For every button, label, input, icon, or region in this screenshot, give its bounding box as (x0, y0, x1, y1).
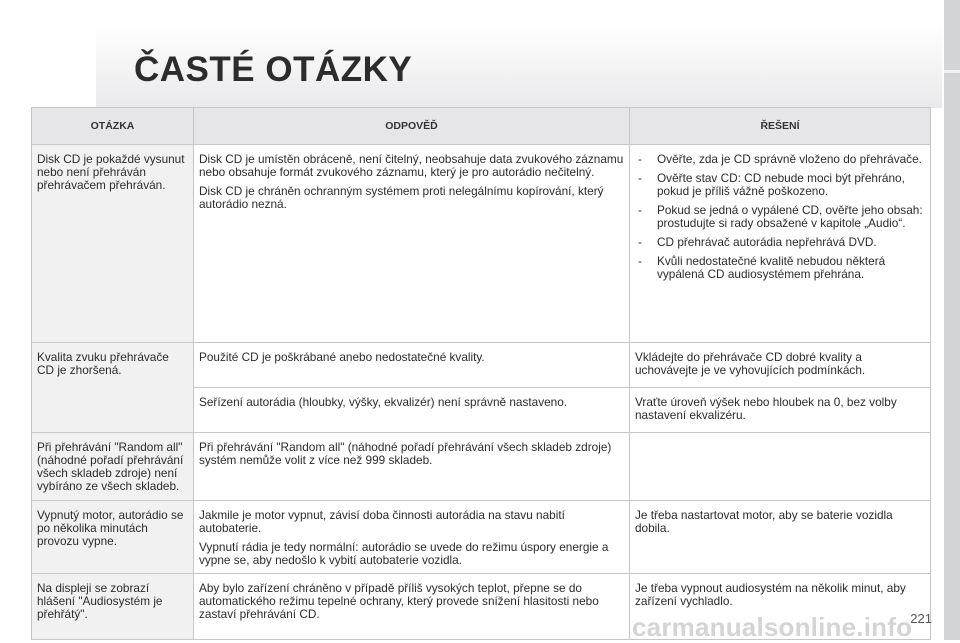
table-row (32, 343, 931, 388)
solution-item: - CD přehrávač autorádia nepřehrává DVD. (635, 236, 925, 249)
side-tab-notch (944, 70, 960, 73)
page-number: 221 (910, 611, 932, 626)
answer-text: Disk CD je chráněn ochranným systémem proti nelegálnímu kopírování, který autorádio nezná. (199, 184, 604, 211)
table-header-row (32, 108, 931, 145)
side-tab-bar (944, 0, 960, 640)
answer-cell: Seřízení autorádia (hloubky, výšky, ekvalizér) není správně nastaveno. (194, 388, 630, 433)
header-solution: ŘEŠENÍ (630, 108, 931, 145)
answer-cell: Aby bylo zařízení chráněno v případě příliš vysokých teplot, přepne se do automatického režimu tepelné ochrany, který provede snížení hlasitosti nebo zastaví přehrávání CD. (194, 574, 630, 640)
answer-text: Jakmile je motor vypnut, závisí doba činnosti autorádia na stavu nabití autobaterie. (199, 508, 565, 535)
question-cell: Na displeji se zobrazí hlášení "Audiosystém je přehřátý". (32, 574, 194, 640)
table-row (32, 501, 931, 574)
header-answer: ODPOVĚĎ (194, 108, 630, 145)
faq-table (31, 107, 931, 640)
answer-cell: Při přehrávání "Random all" (náhodné pořadí přehrávání všech skladeb zdroje) systém nemůže volit z více než 999 skladeb. (194, 433, 630, 501)
header-question: OTÁZKA (32, 108, 194, 145)
solution-list (635, 153, 925, 281)
question-cell: Disk CD je pokaždé vysunut nebo není přehráván přehrávačem přehráván. (32, 145, 194, 343)
question-cell: Kvalita zvuku přehrávače CD je zhoršená. (32, 343, 194, 433)
answer-cell (194, 145, 630, 343)
page-title: ČASTÉ OTÁZKY (134, 50, 413, 89)
watermark: carmanualsonline.info (632, 612, 913, 642)
table-row (32, 433, 931, 501)
solution-cell: Vraťte úroveň výšek nebo hloubek na 0, bez volby nastavení ekvalizéru. (630, 388, 931, 433)
answer-cell (194, 501, 630, 574)
answer-text: Disk CD je umístěn obráceně, není čitelný, neobsahuje data zvukového záznamu nebo obsahuje formát zvukového záznamu, který je pro autorádio nečitelný. (199, 152, 624, 179)
answer-text: Vypnutí rádia je tedy normální: autorádio se uvede do režimu úspory energie a vypne se, aby nedošlo k vybití autobaterie vozidla. (199, 540, 609, 567)
solution-cell (630, 145, 931, 343)
question-cell: Vypnutý motor, autorádio se po několika minutách provozu vypne. (32, 501, 194, 574)
table-row (32, 145, 931, 343)
solution-cell: Je třeba vypnout audiosystém na několik minut, aby zařízení vychladlo. (630, 574, 931, 640)
solution-cell (630, 433, 931, 501)
solution-cell: Vkládejte do přehrávače CD dobré kvality a uchovávejte je ve vyhovujících podmínkách. (630, 343, 931, 388)
solution-item: - Ověřte stav CD: CD nebude moci být přehráno, pokud je příliš vážně poškozeno. (635, 172, 925, 198)
answer-cell: Použité CD je poškrábané anebo nedostatečné kvality. (194, 343, 630, 388)
solution-cell: Je třeba nastartovat motor, aby se baterie vozidla dobila. (630, 501, 931, 574)
solution-item: - Kvůli nedostatečné kvalitě nebudou některá vypálená CD audiosystémem přehrána. (635, 255, 925, 281)
solution-item: - Ověřte, zda je CD správně vloženo do přehrávače. (635, 153, 925, 166)
solution-item: - Pokud se jedná o vypálené CD, ověřte jeho obsah: prostudujte si rady obsažené v kapitole „Audio“. (635, 204, 925, 230)
question-cell: Při přehrávání "Random all" (náhodné pořadí přehrávání všech skladeb zdroje) není vybíráno ze všech skladeb. (32, 433, 194, 501)
